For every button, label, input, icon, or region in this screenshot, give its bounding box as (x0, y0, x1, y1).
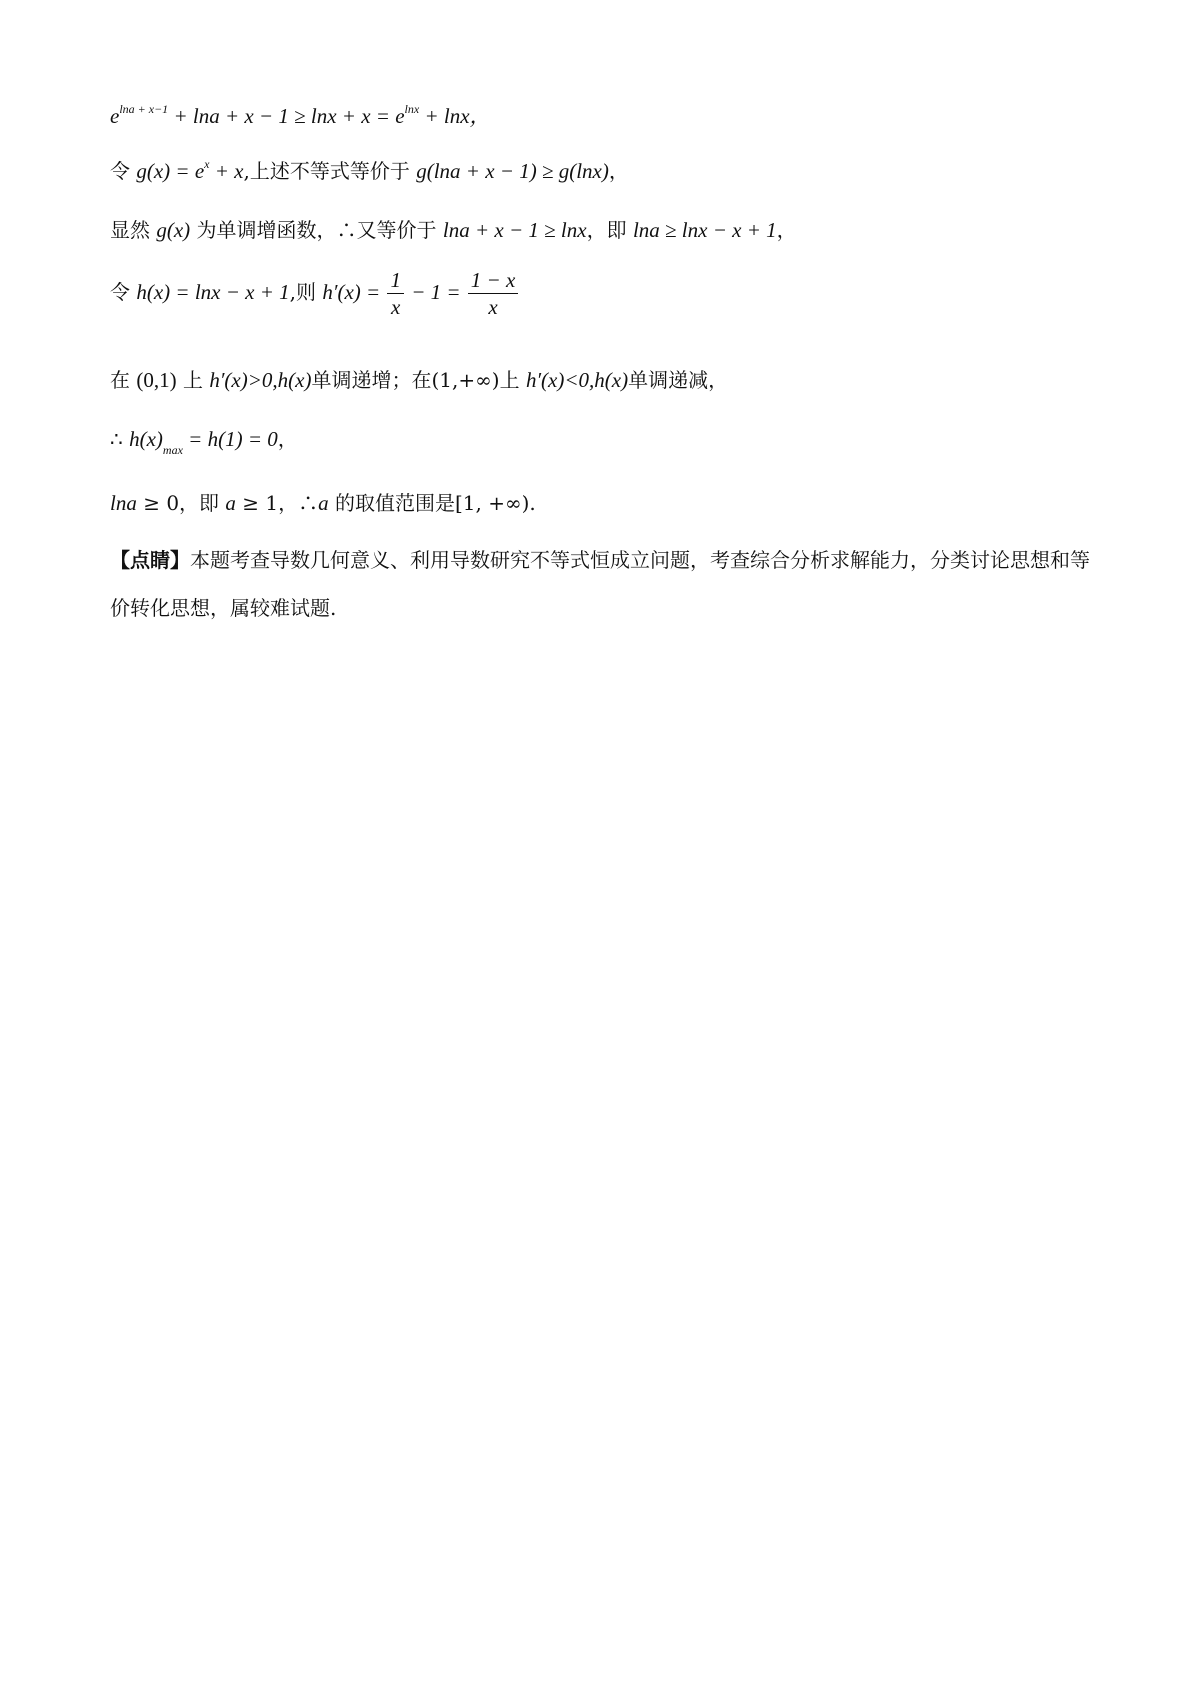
math-expression: a (318, 491, 329, 515)
text-segment: ， (608, 159, 629, 183)
text-segment: 为单调增函数，∴又等价于 (190, 218, 443, 242)
equation-line-5 (110, 366, 728, 394)
math-expression: g(x) = e (136, 159, 205, 183)
math-exponent: lnx (404, 102, 420, 116)
note-text: 本题考查导数几何意义、利用导数研究不等式恒成立问题，考查综合分析求解能力，分类讨论思想和等价转化思想，属较难试题. (110, 548, 1090, 620)
math-expression: + x (209, 159, 244, 183)
text-segment: ≥ 0，即 (136, 491, 226, 515)
math-expression: h′(x) = (322, 280, 386, 304)
text-segment: ， (277, 427, 298, 451)
note-label: 【点睛】 (110, 548, 190, 572)
math-exponent: lna + x−1 (119, 102, 169, 116)
text-segment: ，即 (586, 218, 633, 242)
fraction (387, 267, 404, 320)
equation-line-2 (110, 157, 629, 188)
text-segment: 在 (110, 368, 137, 392)
math-subscript: max (162, 443, 183, 457)
text-segment: 上 (176, 368, 210, 392)
math-exponent: x (204, 157, 210, 171)
text-segment: ≥ 1，∴ (235, 491, 319, 515)
math-expression: a (225, 491, 236, 515)
math-expression: lna ≥ lnx − x + 1 (632, 218, 777, 242)
text-segment: 单调递减， (628, 368, 729, 392)
note-paragraph (110, 536, 1100, 632)
math-expression: lna (110, 491, 137, 515)
math-expression: = h(1) = 0 (182, 427, 278, 451)
math-expression: + lnx， (419, 104, 491, 128)
equation-line-1 (110, 102, 491, 133)
text-segment: ,则 (289, 280, 323, 304)
math-e-base: e (110, 104, 120, 128)
fraction (468, 267, 519, 320)
math-expression: lna + x − 1 ≥ lnx (442, 218, 587, 242)
text-segment: ， (776, 218, 797, 242)
math-expression: − 1 = (405, 280, 466, 304)
fraction-numerator: 1 (387, 267, 404, 294)
text-segment: 令 (110, 280, 137, 304)
text-segment: 令 (110, 159, 137, 183)
fraction-denominator: x (488, 295, 498, 319)
math-expression: g(lna + x − 1) ≥ g(lnx) (416, 159, 609, 183)
math-expression: (0,1) (136, 368, 177, 392)
math-expression: h(x) (129, 427, 163, 451)
fraction-denominator: x (391, 295, 401, 319)
equation-line-6 (110, 425, 298, 456)
math-expression: + lna + x − 1 ≥ lnx + x = e (168, 104, 405, 128)
text-segment: ∴ (110, 427, 130, 451)
math-expression: h′(x)<0,h(x) (525, 368, 629, 392)
equation-line-7 (110, 489, 536, 517)
text-segment: 的取值范围是[1, +∞). (328, 491, 536, 515)
text-segment: 单调递增；在(1,+∞)上 (311, 368, 526, 392)
math-expression: g(x) (156, 218, 191, 242)
math-expression: h(x) = lnx − x + 1 (136, 280, 290, 304)
text-segment: ,上述不等式等价于 (243, 159, 417, 183)
equation-line-4 (110, 262, 520, 322)
fraction-numerator: 1 − x (468, 267, 519, 294)
equation-line-3 (110, 216, 797, 244)
math-expression: h′(x)>0,h(x) (209, 368, 312, 392)
text-segment: 显然 (110, 218, 157, 242)
